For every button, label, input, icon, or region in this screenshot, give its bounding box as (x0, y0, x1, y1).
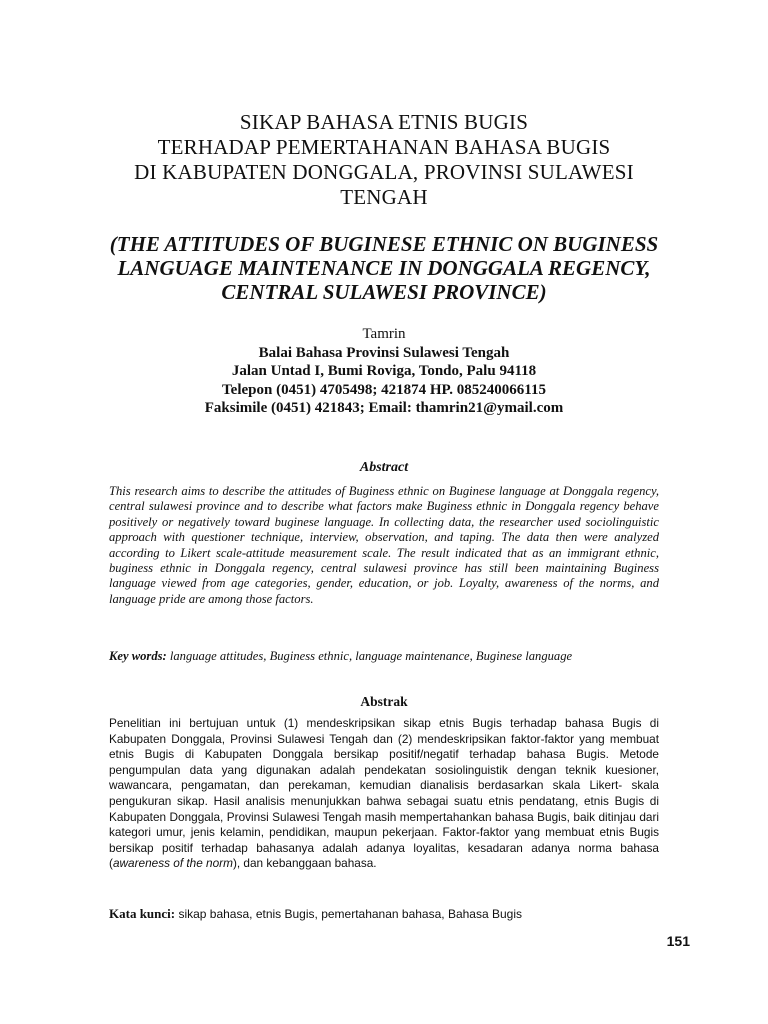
abstrak-text-part: Penelitian ini bertujuan untuk (1) mendeskripsikan sikap etnis Bugis terhadap bahasa Bugis di Kabupaten Donggala, Provinsi Sulawesi Tengah dan (2) mendeskripsikan faktor-faktor yang membuat etnis Bugis di Kabupaten Donggala bersikap positif/negatif terhadap bahasa Bugis. Metode pengumpulan data yang digunakan adalah pendekatan sosiolinguistik dengan teknik kuesioner, wawancara, pengamatan, dan perekaman, kemudian dianalisis berdasarkan skala Likert- skala pengukuran sikap. Hasil analisis menunjukkan bahwa sebagai suatu etnis pendatang, etnis Bugis di Kabupaten Donggala, Provinsi Sulawesi Tengah masih mempertahankan bahasa Bugis, baik ditinjau dari kategori umur, jenis kelamin, pendidikan, maupun pekerjaan. Faktor-faktor yang membuat etnis Bugis bersikap positif terhadap bahasanya adalah adanya loyalitas, kesadaran adanya norma bahasa ( (109, 716, 659, 871)
abstrak-text-italic: awareness of the norm (112, 856, 233, 871)
abstrak-keywords (109, 906, 669, 922)
abstract-keywords (109, 648, 669, 664)
page-number: 151 (666, 933, 690, 949)
keywords-text: language attitudes, Buginess ethnic, language maintenance, Buginese language (169, 649, 573, 663)
title-line: DI KABUPATEN DONGGALA, PROVINSI SULAWESI (134, 160, 634, 184)
abstract-text: This research aims to describe the attitudes of Buginess ethnic on Buginese language at Donggala regency, central sulawesi province and to describe what factors make Buginess ethnic in Donggala regency behave positively or negatively toward buginese language. In collecting data, the researcher used sociolinguistic approach with questioner technique, interview, observation, and taping. The data then were analyzed according to Likert scale-attitude measurement scale. The result indicated that as an immigrant ethnic, buginess ethnic in Donggala regency, central sulawesi province has still been maintaining Buginess language viewed from age categories, gender, education, or job. Loyalty, awareness of the norms, and language pride are among those factors. (109, 484, 659, 606)
author-fax-email: Faksimile (0451) 421843; Email: thamrin21@ymail.com (204, 400, 564, 416)
title-line: TERHADAP PEMERTAHANAN BAHASA BUGIS (157, 135, 611, 159)
title-line: SIKAP BAHASA ETNIS BUGIS (239, 110, 529, 134)
subtitle-line: LANGUAGE MAINTENANCE IN DONGGALA REGENCY, (117, 256, 651, 280)
title-line: TENGAH (340, 185, 428, 209)
subtitle-line: (THE ATTITUDES OF BUGINESE ETHNIC ON BUGINESS (109, 232, 659, 256)
abstrak-text-part: ), dan kebanggaan bahasa. (232, 856, 377, 871)
keywords-label: Key words: (109, 649, 167, 663)
author-affiliation: Balai Bahasa Provinsi Sulawesi Tengah (258, 344, 510, 361)
author-phone: Telepon (0451) 4705498; 421874 HP. 085240066115 (222, 381, 546, 398)
article-title (80, 110, 688, 210)
author-address: Jalan Untad I, Bumi Roviga, Tondo, Palu 94118 (231, 363, 537, 379)
kata-kunci-label: Kata kunci: (109, 906, 176, 921)
author-name: Tamrin (362, 326, 406, 342)
subtitle-line: CENTRAL SULAWESI PROVINCE) (221, 280, 547, 304)
author-info (100, 325, 668, 418)
abstrak-heading: Abstrak (360, 694, 408, 709)
abstract-heading: Abstract (359, 460, 409, 475)
kata-kunci-text: sikap bahasa, etnis Bugis, pemertahanan bahasa, Bahasa Bugis (178, 907, 523, 921)
abstrak-text (109, 716, 659, 872)
article-english-title (60, 232, 708, 304)
